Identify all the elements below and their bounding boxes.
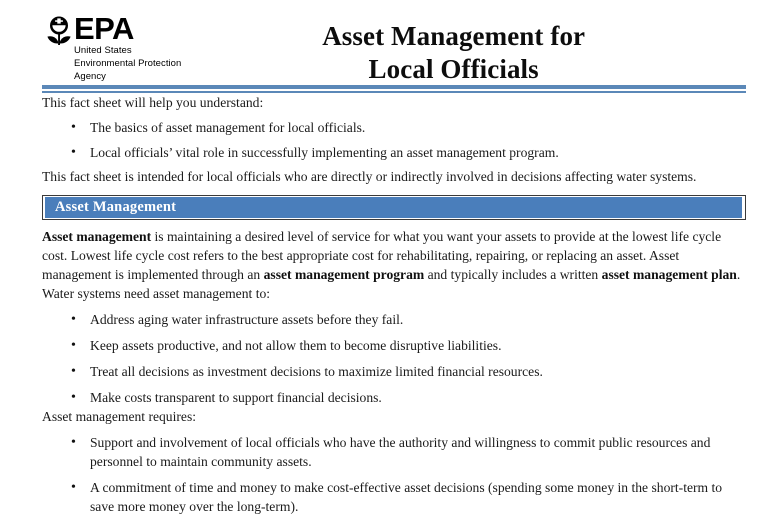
epa-flower-logo-icon	[46, 16, 72, 50]
list-item: • Support and involvement of local officials who have the authority and willingness to commit public resources and personnel to maintain community assets.	[42, 433, 746, 471]
definition-text-part-2: is maintaining a desired level of service for what you want your assets to provide at the lowest life cycle cost. Lowest life cycle cost refers to the best appropriate cost for rehabilitating, repairing, or replacing an asset. Asset management is implemented through an	[42, 229, 722, 282]
epa-wordmark: EPA	[74, 11, 134, 46]
definition-text-part-6: . Water systems need asset management to:	[42, 267, 741, 301]
list-item: • Local officials’ vital role in successfully implementing an asset management program.	[42, 143, 746, 162]
header-divider	[0, 85, 768, 93]
asset-management-section	[0, 227, 768, 516]
bold-term-asset-management-program: asset management program	[263, 267, 425, 282]
epa-agency-line-1: United States	[74, 45, 132, 56]
page-title-line-2: Local Officials	[368, 54, 539, 84]
epa-agency-line-3: Agency	[74, 71, 106, 83]
intro-closing-text: This fact sheet is intended for local officials who are directly or indirectly involved in decisions affecting water systems.	[42, 169, 697, 184]
list-item: • A commitment of time and money to make cost-effective asset decisions (spending some money in the short-term to save more money over the long-term).	[42, 478, 746, 516]
intro-bullet-list	[42, 118, 746, 162]
section-header-banner	[42, 195, 746, 220]
bold-term-asset-management-plan: asset management plan	[601, 267, 737, 282]
definition-text-part-4: and typically includes a written	[424, 267, 602, 282]
section-definition-paragraph	[42, 227, 746, 303]
page-title	[181, 14, 744, 86]
requires-bullet-list	[42, 433, 746, 516]
requires-lead-text: Asset management requires:	[42, 409, 197, 424]
epa-logo	[46, 11, 182, 83]
intro-section	[0, 93, 768, 186]
epa-agency-line-2: Environmental Protection	[74, 58, 182, 70]
list-item: • Treat all decisions as investment decisions to maximize limited financial resources.	[42, 362, 746, 381]
section-header-banner-wrap	[0, 195, 768, 220]
document-masthead	[0, 0, 768, 84]
list-item: • The basics of asset management for local officials.	[42, 118, 746, 137]
list-item: • Address aging water infrastructure assets before they fail.	[42, 310, 746, 329]
needs-bullet-list	[42, 310, 746, 407]
bold-term-asset-management: Asset management	[42, 229, 152, 244]
list-item: • Keep assets productive, and not allow them to become disruptive liabilities.	[42, 336, 746, 355]
intro-lead-text: This fact sheet will help you understand:	[42, 95, 264, 110]
page-title-line-1: Asset Management for	[322, 21, 586, 51]
epa-logo-text	[74, 11, 182, 83]
section-header-label: Asset Management	[55, 199, 177, 215]
list-item: • Make costs transparent to support financial decisions.	[42, 388, 746, 407]
